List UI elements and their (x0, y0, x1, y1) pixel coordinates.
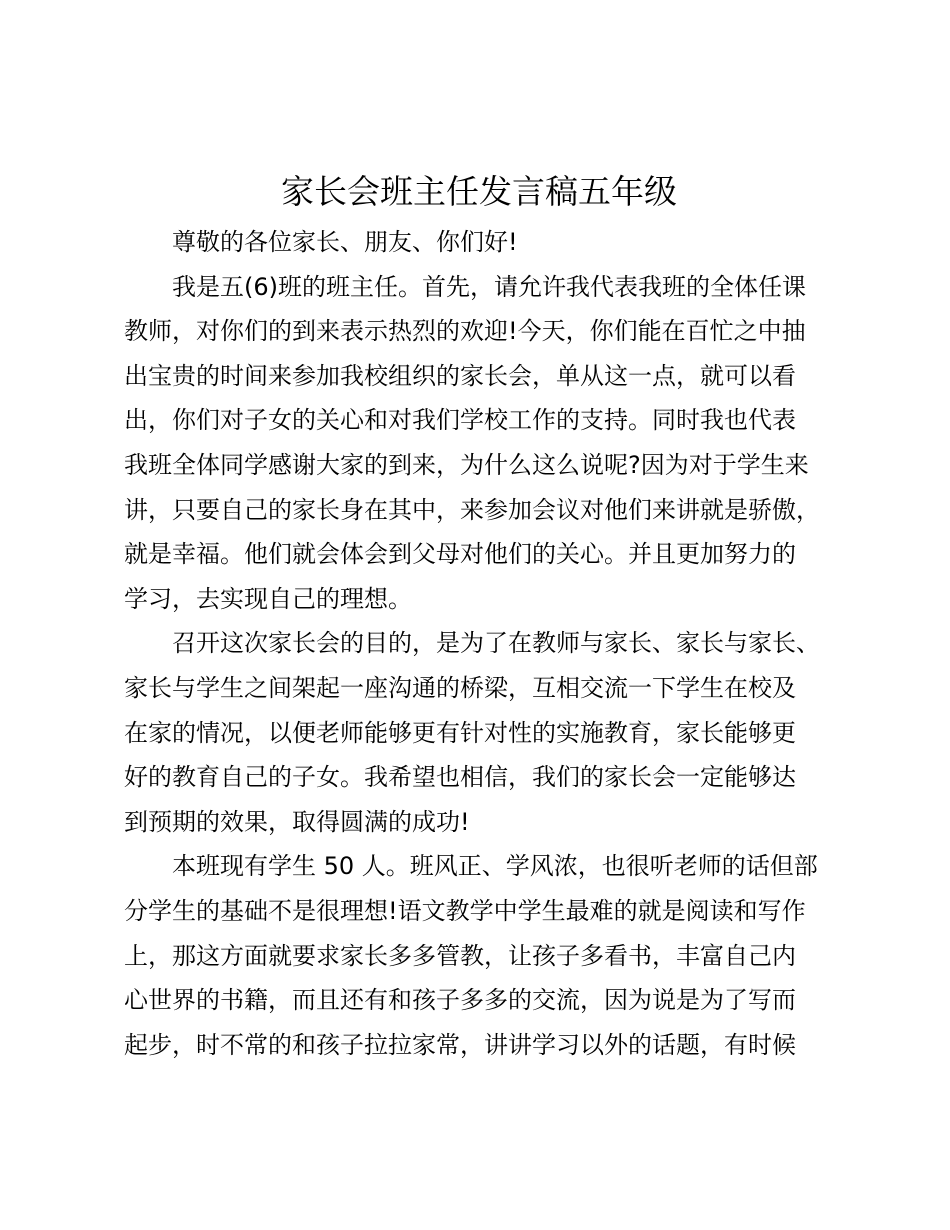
text-line: 就是幸福。他们就会体会到父母对他们的关心。并且更加努力的 (124, 540, 796, 569)
text-line: 我是五(6)班的班主任。首先，请允许我代表我班的全体任课 (172, 272, 806, 301)
text-line: 出，你们对子女的关心和对我们学校工作的支持。同时我也代表 (124, 406, 796, 435)
text-line: 在家的情况，以便老师能够更有针对性的实施教育，家长能够更 (124, 718, 796, 747)
text-line: 学习，去实现自己的理想。 (124, 584, 412, 613)
text-line: 讲，只要自己的家长身在其中，来参加会议对他们来讲就是骄傲， (124, 495, 820, 524)
text-line: 上，那这方面就要求家长多多管教，让孩子多看书，丰富自己内 (124, 941, 796, 970)
text-line: 到预期的效果，取得圆满的成功! (124, 807, 470, 836)
document-title: 家长会班主任发言稿五年级 (281, 172, 677, 211)
text-line: 本班现有学生 50 人。班风正、学风浓，也很听老师的话但部 (172, 852, 818, 881)
text-line: 心世界的书籍，而且还有和孩子多多的交流，因为说是为了写而 (124, 986, 796, 1015)
text-line: 我班全体同学感谢大家的到来，为什么这么说呢?因为对于学生来 (124, 450, 809, 479)
text-line: 起步，时不常的和孩子拉拉家常，讲讲学习以外的话题，有时候 (124, 1030, 796, 1059)
text-line: 教师，对你们的到来表示热烈的欢迎!今天，你们能在百忙之中抽 (124, 317, 806, 346)
text-line: 尊敬的各位家长、朋友、你们好! (172, 228, 518, 256)
text-line: 家长与学生之间架起一座沟通的桥梁，互相交流一下学生在校及 (124, 673, 796, 702)
text-line: 好的教育自己的子女。我希望也相信，我们的家长会一定能够达 (124, 763, 796, 792)
text-line: 分学生的基础不是很理想!语文教学中学生最难的就是阅读和写作 (124, 896, 806, 925)
document-body (124, 220, 844, 1067)
text-line: 出宝贵的时间来参加我校组织的家长会，单从这一点，就可以看 (124, 361, 796, 390)
text-line: 召开这次家长会的目的，是为了在教师与家长、家长与家长、 (172, 629, 820, 658)
